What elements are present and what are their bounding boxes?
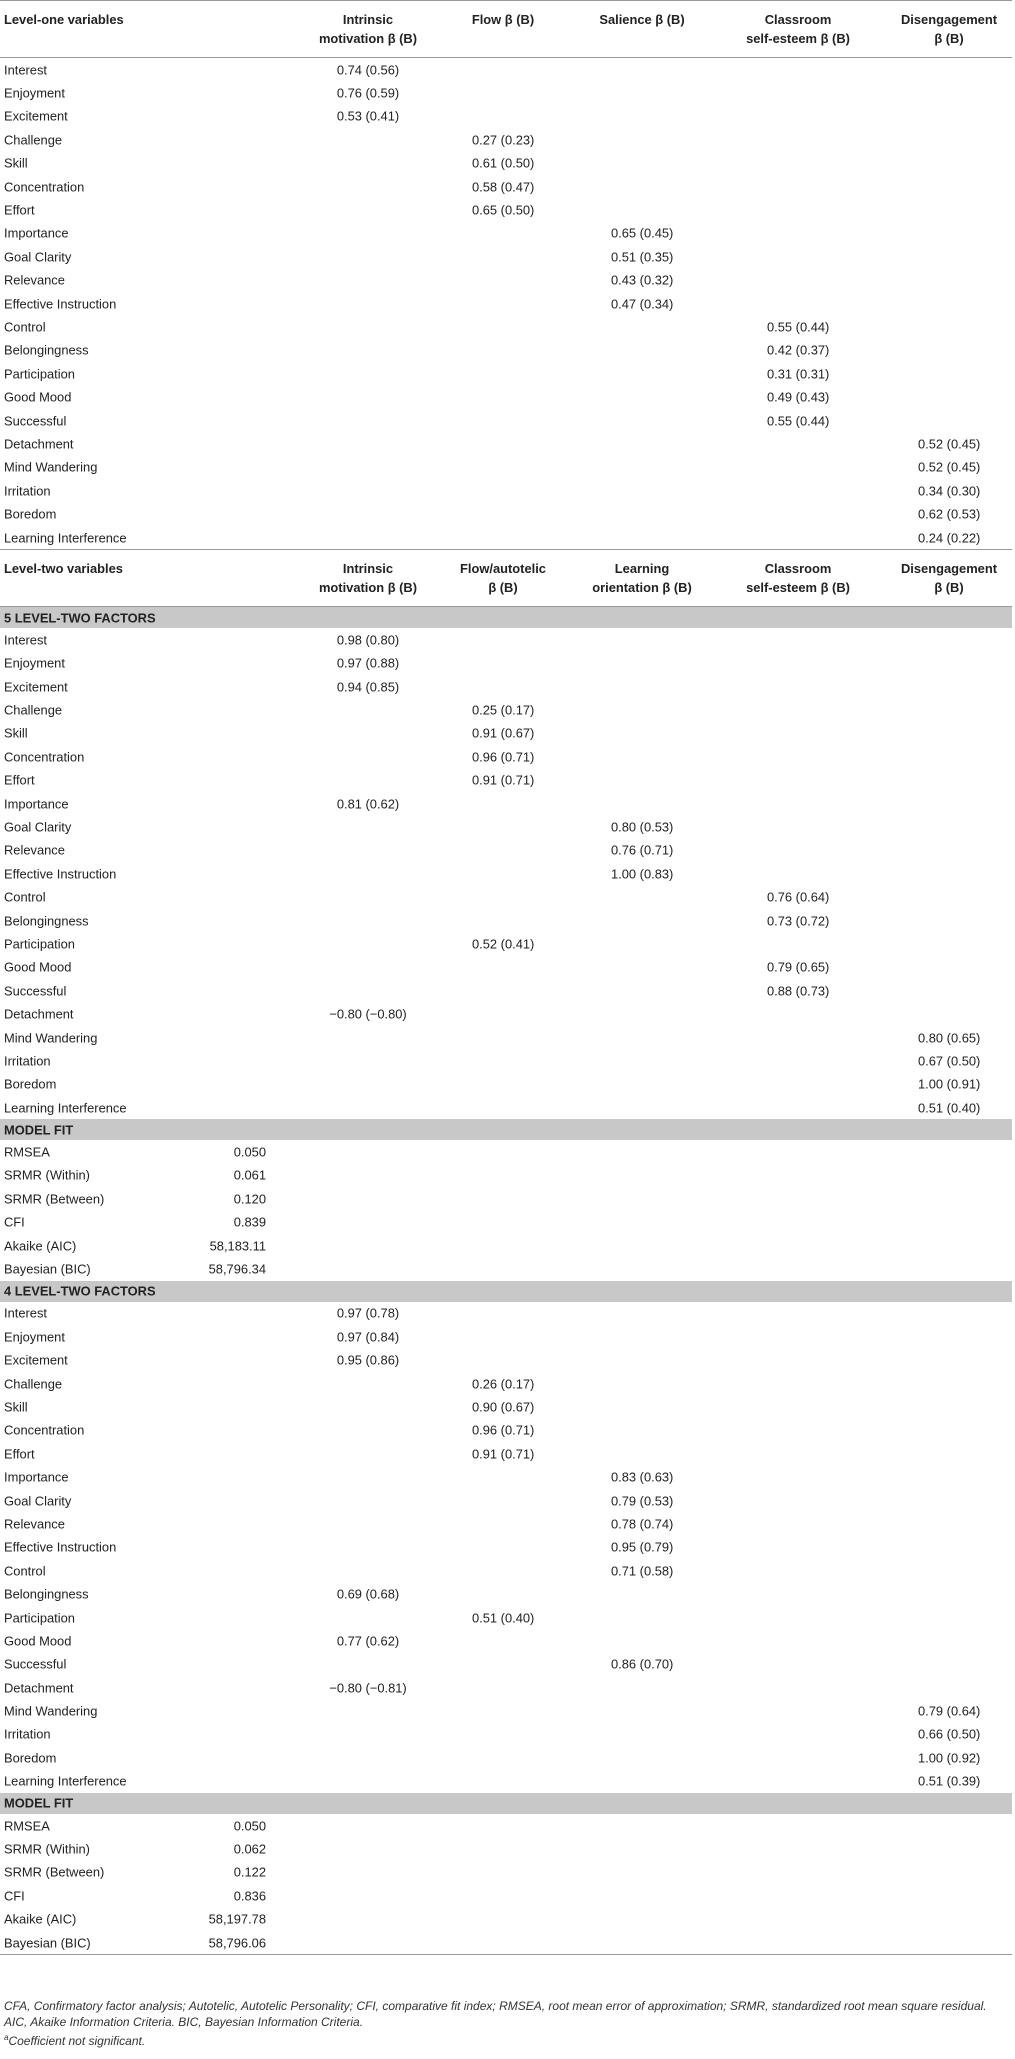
level-two-header <box>0 550 1012 606</box>
column-header: Learning orientation β (B) <box>592 561 692 596</box>
level-one-row <box>0 58 1012 81</box>
model-fit-row <box>0 1814 1012 1837</box>
row-label: Goal Clarity <box>4 819 72 835</box>
loading-value: 0.43 (0.32) <box>611 272 674 288</box>
loading-value: 0.97 (0.78) <box>336 1305 400 1321</box>
level-two-row <box>0 1536 1012 1559</box>
level-two-row <box>0 1489 1012 1512</box>
fit-label: SRMR (Between) <box>4 1191 105 1207</box>
column-header: Flow β (B) <box>471 12 535 27</box>
level-two-row <box>0 1372 1012 1395</box>
loading-value: 0.52 (0.41) <box>472 936 535 952</box>
level-two-row <box>0 1676 1012 1699</box>
row-label: Participation <box>4 936 75 952</box>
row-label: Goal Clarity <box>4 249 72 265</box>
row-label: Good Mood <box>4 959 72 975</box>
fit-label: RMSEA <box>4 1144 50 1160</box>
loading-value: 0.78 (0.74) <box>611 1516 674 1532</box>
loading-value: 0.86 (0.70) <box>611 1656 674 1672</box>
row-label: Effort <box>4 1446 35 1462</box>
level-one-row <box>0 456 1012 479</box>
loading-value: 0.80 (0.53) <box>611 819 674 835</box>
loading-value: 0.76 (0.64) <box>767 889 830 905</box>
row-label: Relevance <box>4 272 65 288</box>
model-fit-band <box>0 1119 1012 1140</box>
row-label: Enjoyment <box>4 85 65 101</box>
level-two-row <box>0 1442 1012 1465</box>
row-label: Boredom <box>4 1076 57 1092</box>
loading-value: 0.76 (0.59) <box>336 85 400 101</box>
factor-section-band <box>0 1281 1012 1302</box>
row-label: Effective Instruction <box>4 296 117 312</box>
column-header: Level-two variables <box>4 561 123 577</box>
loading-value: 0.73 (0.72) <box>767 913 830 929</box>
fit-value: 0.061 <box>233 1167 266 1183</box>
level-two-row <box>0 628 1012 651</box>
row-label: Control <box>4 1563 46 1579</box>
fit-value: 0.836 <box>233 1888 266 1904</box>
row-label: Goal Clarity <box>4 1493 72 1509</box>
level-one-row <box>0 385 1012 408</box>
level-one-row <box>0 222 1012 245</box>
loading-value: 1.00 (0.92) <box>918 1750 981 1766</box>
row-label: Concentration <box>4 749 85 765</box>
row-label: Excitement <box>4 108 68 124</box>
row-label: Skill <box>4 1399 28 1415</box>
row-label: Irritation <box>4 1726 51 1742</box>
section-title: 4 LEVEL-TWO FACTORS <box>4 1283 156 1299</box>
level-two-row <box>0 698 1012 721</box>
loading-value: 0.51 (0.39) <box>918 1773 981 1789</box>
fit-label: Akaike (AIC) <box>4 1911 77 1927</box>
loading-value: 0.49 (0.43) <box>767 389 830 405</box>
model-fit-row <box>0 1908 1012 1931</box>
loading-value: 0.95 (0.86) <box>336 1352 400 1368</box>
row-label: Relevance <box>4 1516 65 1532</box>
level-one-row <box>0 245 1012 268</box>
row-label: Boredom <box>4 506 57 522</box>
loading-value: 0.52 (0.45) <box>918 436 981 452</box>
level-two-row <box>0 675 1012 698</box>
model-fit-row <box>0 1234 1012 1257</box>
loading-value: 0.65 (0.45) <box>611 225 674 241</box>
significance-footnote <box>4 2030 1012 2049</box>
row-label: Control <box>4 319 46 335</box>
loading-value: 0.97 (0.84) <box>336 1329 400 1345</box>
loading-value: 0.91 (0.71) <box>472 1446 535 1462</box>
fit-label: RMSEA <box>4 1818 50 1834</box>
loading-value: 0.58 (0.47) <box>472 179 535 195</box>
loading-value: 0.26 (0.17) <box>472 1376 535 1392</box>
loading-value: 0.97 (0.88) <box>336 655 400 671</box>
level-two-row <box>0 1026 1012 1049</box>
level-two-row <box>0 1512 1012 1535</box>
level-two-row <box>0 1049 1012 1072</box>
level-one-row <box>0 198 1012 221</box>
fit-value: 0.050 <box>233 1818 266 1834</box>
level-two-row <box>0 769 1012 792</box>
level-two-row <box>0 1302 1012 1325</box>
loading-value: 0.51 (0.40) <box>472 1610 535 1626</box>
row-label: Mind Wandering <box>4 1703 98 1719</box>
row-label: Mind Wandering <box>4 459 98 475</box>
table-notes <box>4 1998 1012 2049</box>
row-label: Challenge <box>4 1376 63 1392</box>
loading-value: 0.96 (0.71) <box>472 1422 535 1438</box>
fit-label: SRMR (Within) <box>4 1167 90 1183</box>
level-one-row <box>0 175 1012 198</box>
loading-value: 0.61 (0.50) <box>472 155 535 171</box>
loading-value: 0.69 (0.68) <box>336 1586 400 1602</box>
column-header: Intrinsic motivation β (B) <box>318 12 418 46</box>
loading-value: 0.94 (0.85) <box>336 679 400 695</box>
row-label: Relevance <box>4 842 65 858</box>
row-label: Successful <box>4 413 67 429</box>
fit-label: CFI <box>4 1214 25 1230</box>
row-label: Irritation <box>4 1053 51 1069</box>
fit-value: 0.839 <box>233 1214 266 1230</box>
column-header: Classroom self-esteem β (B) <box>746 561 850 596</box>
model-fit-row <box>0 1211 1012 1234</box>
row-label: Belongingness <box>4 342 89 358</box>
column-header: Disengagement β (B) <box>901 561 997 596</box>
column-header: Intrinsic motivation β (B) <box>318 561 418 596</box>
level-two-row <box>0 652 1012 675</box>
fit-label: CFI <box>4 1888 25 1904</box>
row-label: Good Mood <box>4 1633 72 1649</box>
loading-value: 0.27 (0.23) <box>472 132 535 148</box>
level-one-row <box>0 105 1012 128</box>
row-label: Learning Interference <box>4 1100 127 1116</box>
loading-value: 0.91 (0.67) <box>472 725 535 741</box>
level-two-row <box>0 792 1012 815</box>
model-fit-row <box>0 1187 1012 1210</box>
row-label: Detachment <box>4 1006 74 1022</box>
model-fit-row <box>0 1861 1012 1884</box>
fit-label: SRMR (Between) <box>4 1864 105 1880</box>
row-label: Concentration <box>4 1422 85 1438</box>
level-two-row <box>0 1723 1012 1746</box>
loading-value: 1.00 (0.83) <box>611 866 674 882</box>
row-label: Detachment <box>4 1680 74 1696</box>
loading-value: 0.34 (0.30) <box>918 483 981 499</box>
level-two-row <box>0 1096 1012 1119</box>
row-label: Challenge <box>4 132 63 148</box>
row-label: Enjoyment <box>4 1329 65 1345</box>
level-one-row <box>0 292 1012 315</box>
loading-value: 0.52 (0.45) <box>918 459 981 475</box>
level-one-row <box>0 339 1012 362</box>
fit-value: 0.050 <box>233 1144 266 1160</box>
model-fit-band <box>0 1793 1012 1814</box>
fit-value: 58,197.78 <box>208 1911 266 1927</box>
loading-value: 0.81 (0.62) <box>336 796 400 812</box>
level-one-row <box>0 432 1012 455</box>
row-label: Learning Interference <box>4 1773 127 1789</box>
footnote-mark: a <box>4 2033 9 2042</box>
row-label: Effort <box>4 772 35 788</box>
row-label: Control <box>4 889 46 905</box>
column-header: Salience β (B) <box>599 12 685 27</box>
loading-value: 0.96 (0.71) <box>472 749 535 765</box>
row-label: Interest <box>4 632 47 648</box>
fit-label: Bayesian (BIC) <box>4 1935 91 1951</box>
level-two-row <box>0 1419 1012 1442</box>
loading-value: 0.77 (0.62) <box>336 1633 400 1649</box>
row-label: Belongingness <box>4 913 89 929</box>
fit-label: Bayesian (BIC) <box>4 1261 91 1277</box>
loading-value: 0.76 (0.71) <box>611 842 674 858</box>
level-two-row <box>0 862 1012 885</box>
row-label: Irritation <box>4 483 51 499</box>
loading-value: 0.80 (0.65) <box>918 1030 981 1046</box>
loading-value: −0.80 (−0.80) <box>329 1006 407 1022</box>
model-fit-row <box>0 1257 1012 1280</box>
level-one-row <box>0 526 1012 549</box>
level-two-row <box>0 1559 1012 1582</box>
level-two-row <box>0 1002 1012 1025</box>
column-header: Classroom self-esteem β (B) <box>746 12 850 46</box>
criteria-note: AIC, Akaike Information Criteria. BIC, Bayesian Information Criteria. <box>4 2015 364 2029</box>
loading-value: 0.90 (0.67) <box>472 1399 535 1415</box>
loading-value: 0.66 (0.50) <box>918 1726 981 1742</box>
row-label: Interest <box>4 62 47 78</box>
section-title: 5 LEVEL-TWO FACTORS <box>4 610 156 626</box>
level-one-row <box>0 81 1012 104</box>
loading-value: 0.24 (0.22) <box>918 530 981 545</box>
loading-value: 0.53 (0.41) <box>336 108 400 124</box>
fit-label: SRMR (Within) <box>4 1841 90 1857</box>
loading-value: 0.67 (0.50) <box>918 1053 981 1069</box>
loading-value: 0.88 (0.73) <box>767 983 830 999</box>
level-one-header <box>0 1 1012 57</box>
row-label: Importance <box>4 225 69 241</box>
level-two-row <box>0 1699 1012 1722</box>
level-one-row <box>0 502 1012 525</box>
row-label: Good Mood <box>4 389 72 405</box>
table-bottom-rule <box>0 1954 1012 1955</box>
row-label: Effort <box>4 202 35 218</box>
row-label: Importance <box>4 796 69 812</box>
loading-value: 0.31 (0.31) <box>767 366 830 382</box>
level-two-row <box>0 1395 1012 1418</box>
level-two-row <box>0 979 1012 1002</box>
fit-value: 58,796.06 <box>208 1935 266 1951</box>
column-header: Flow/autotelic β (B) <box>460 561 546 596</box>
row-label: Mind Wandering <box>4 1030 98 1046</box>
level-two-row <box>0 722 1012 745</box>
row-label: Enjoyment <box>4 655 65 671</box>
loading-value: 0.62 (0.53) <box>918 506 981 522</box>
level-two-row <box>0 1653 1012 1676</box>
level-one-row <box>0 362 1012 385</box>
row-label: Concentration <box>4 179 85 195</box>
loading-value: 0.95 (0.79) <box>611 1539 674 1555</box>
model-fit-row <box>0 1140 1012 1163</box>
row-label: Challenge <box>4 702 63 718</box>
level-one-row <box>0 409 1012 432</box>
model-fit-row <box>0 1931 1012 1954</box>
level-two-row <box>0 1770 1012 1793</box>
fit-value: 0.120 <box>233 1191 266 1207</box>
row-label: Excitement <box>4 679 68 695</box>
level-two-row <box>0 1349 1012 1372</box>
model-fit-row <box>0 1837 1012 1860</box>
loading-value: 0.55 (0.44) <box>767 413 830 429</box>
fit-label: Akaike (AIC) <box>4 1238 77 1254</box>
fit-value: 58,183.11 <box>209 1238 266 1254</box>
footnote-text: Coefficient not significant. <box>8 2034 146 2048</box>
row-label: Detachment <box>4 436 74 452</box>
loading-value: 0.79 (0.65) <box>767 959 830 975</box>
row-label: Effective Instruction <box>4 866 117 882</box>
loading-value: 0.79 (0.64) <box>918 1703 981 1719</box>
loading-value: 0.51 (0.35) <box>611 249 674 265</box>
loading-value: 0.25 (0.17) <box>472 702 535 718</box>
column-header: Disengagement β (B) <box>901 12 997 46</box>
level-two-row <box>0 956 1012 979</box>
row-label: Learning Interference <box>4 530 127 545</box>
column-header: Level-one variables <box>4 12 124 27</box>
loading-value: 0.51 (0.40) <box>918 1100 981 1116</box>
level-two-row <box>0 1325 1012 1348</box>
loading-value: −0.80 (−0.81) <box>329 1680 407 1696</box>
row-label: Successful <box>4 1656 67 1672</box>
model-fit-row <box>0 1164 1012 1187</box>
level-one-row <box>0 315 1012 338</box>
factor-section-band <box>0 607 1012 628</box>
level-two-row <box>0 745 1012 768</box>
level-two-row <box>0 909 1012 932</box>
row-label: Successful <box>4 983 67 999</box>
level-two-row <box>0 886 1012 909</box>
level-one-row <box>0 269 1012 292</box>
section-title: MODEL FIT <box>4 1795 74 1811</box>
section-title: MODEL FIT <box>4 1122 74 1138</box>
loading-value: 0.74 (0.56) <box>336 62 400 78</box>
abbreviations-note: CFA, Confirmatory factor analysis; Autotelic, Autotelic Personality; CFI, comparative fit index; RMSEA, root mean error of approximation; SRMR, standardized root mean square residual. <box>4 1999 987 2013</box>
level-one-row <box>0 128 1012 151</box>
row-label: Importance <box>4 1469 69 1485</box>
loading-value: 0.98 (0.80) <box>336 632 400 648</box>
row-label: Skill <box>4 725 28 741</box>
level-two-row <box>0 1073 1012 1096</box>
loading-value: 1.00 (0.91) <box>918 1076 981 1092</box>
level-two-row <box>0 839 1012 862</box>
level-one-row <box>0 479 1012 502</box>
row-label: Excitement <box>4 1352 68 1368</box>
level-two-row <box>0 1629 1012 1652</box>
level-two-row <box>0 1582 1012 1605</box>
row-label: Participation <box>4 366 75 382</box>
loading-value: 0.91 (0.71) <box>472 772 535 788</box>
row-label: Skill <box>4 155 28 171</box>
row-label: Participation <box>4 1610 75 1626</box>
level-two-row <box>0 1606 1012 1629</box>
row-label: Boredom <box>4 1750 57 1766</box>
loading-value: 0.55 (0.44) <box>767 319 830 335</box>
loading-value: 0.79 (0.53) <box>611 1493 674 1509</box>
loading-value: 0.47 (0.34) <box>611 296 674 312</box>
loading-value: 0.42 (0.37) <box>767 342 830 358</box>
loading-value: 0.71 (0.58) <box>611 1563 674 1579</box>
loading-value: 0.65 (0.50) <box>472 202 535 218</box>
row-label: Effective Instruction <box>4 1539 117 1555</box>
level-one-row <box>0 152 1012 175</box>
level-two-row <box>0 932 1012 955</box>
row-label: Interest <box>4 1305 47 1321</box>
loading-value: 0.83 (0.63) <box>611 1469 674 1485</box>
level-two-row <box>0 1465 1012 1488</box>
fit-value: 0.122 <box>233 1864 266 1880</box>
level-two-row <box>0 815 1012 838</box>
level-two-row <box>0 1746 1012 1769</box>
row-label: Belongingness <box>4 1586 89 1602</box>
model-fit-row <box>0 1884 1012 1907</box>
fit-value: 0.062 <box>233 1841 266 1857</box>
fit-value: 58,796.34 <box>208 1261 266 1277</box>
